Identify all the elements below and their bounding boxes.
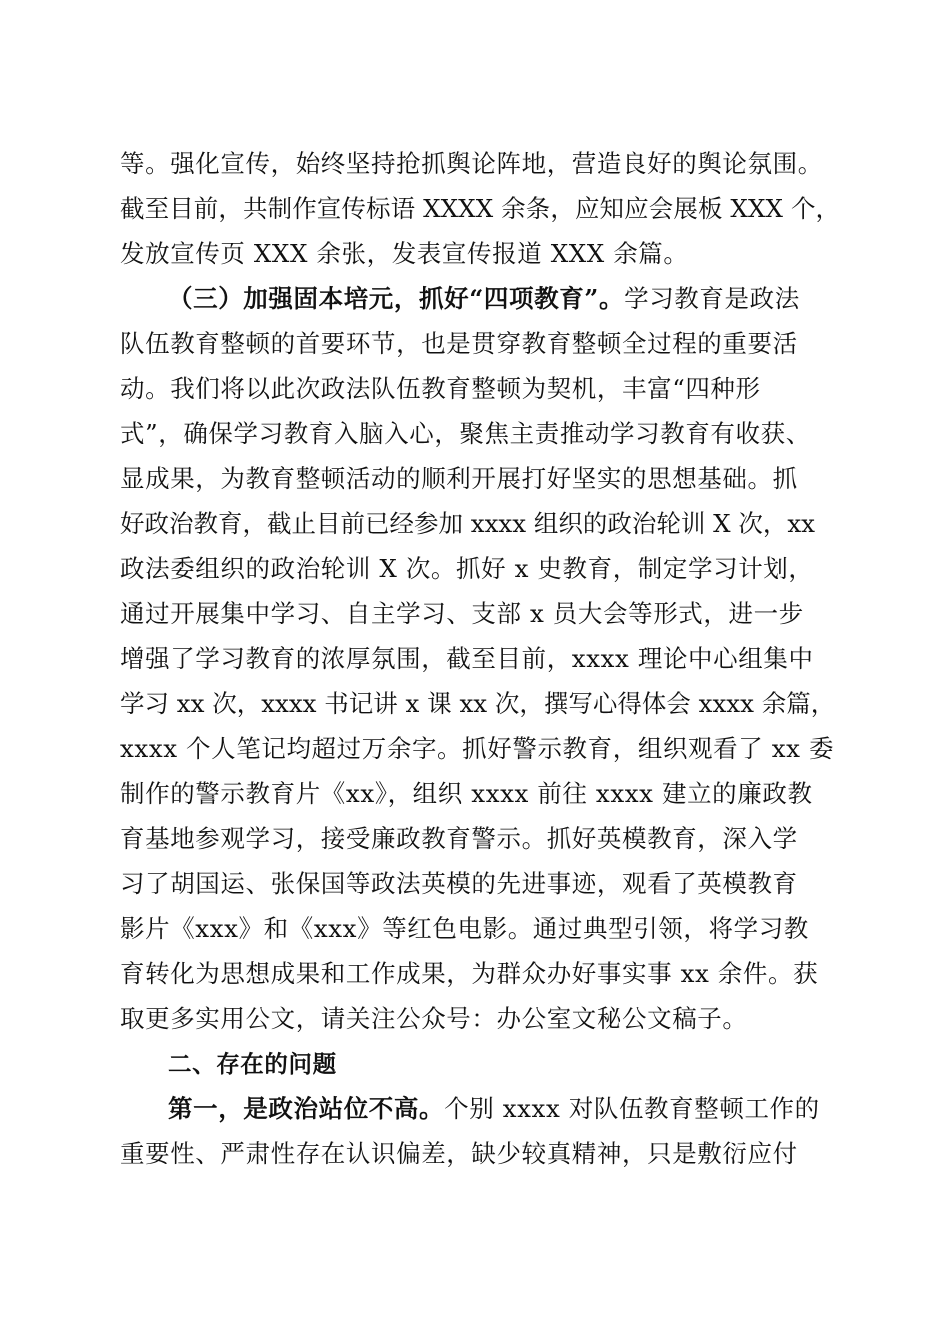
text-line: 式”，确保学习教育入脑入心，聚焦主责推动学习教育有收获、 — [120, 419, 811, 448]
text-line: 政法委组织的政治轮训 X 次。抓好 x 史教育，制定学习计划， — [120, 554, 814, 583]
text-line: xxxx 个人笔记均超过万余字。抓好警示教育，组织观看了 xx 委 — [120, 734, 835, 763]
text-line: 显成果，为教育整顿活动的顺利开展打好坚实的思想基础。抓 — [120, 464, 798, 493]
text-line: 队伍教育整顿的首要环节，也是贯穿教育整顿全过程的重要活 — [120, 329, 798, 358]
text-line: 增强了学习教育的浓厚氛围，截至目前，xxxx 理论中心组集中 — [120, 644, 814, 673]
text-line: 通过开展集中学习、自主学习、支部 x 员大会等形式，进一步 — [120, 599, 804, 628]
text-run: 学习教育是政法 — [624, 284, 800, 313]
point-heading: 第一，是政治站位不高。 — [168, 1094, 445, 1123]
text-line: 取更多实用公文，请关注公众号：办公室文秘公文稿子。 — [120, 1004, 748, 1033]
section-title: 二、存在的问题 — [168, 1050, 337, 1078]
text-line: 好政治教育，截止目前已经参加 xxxx 组织的政治轮训 X 次，xx — [120, 509, 815, 538]
text-line: 习了胡国运、张保国等政法英模的先进事迹，观看了英模教育 — [120, 869, 798, 898]
text-line: 制作的警示教育片《xx》，组织 xxxx 前往 xxxx 建立的廉政教 — [120, 779, 813, 808]
text-line: 动。我们将以此次政法队伍教育整顿为契机，丰富“四种形 — [120, 374, 761, 403]
text-run: 个别 xxxx 对队伍教育整顿工作的 — [444, 1094, 820, 1123]
paragraph-first-line — [168, 281, 840, 317]
subsection-heading: （三）加强固本培元，抓好“四项教育”。 — [168, 284, 625, 313]
text-line: 发放宣传页 XXX 余张，发表宣传报道 XXX 余篇。 — [120, 239, 689, 268]
text-line: 影片《xxx》和《xxx》等红色电影。通过典型引领，将学习教 — [120, 914, 809, 943]
text-line: 育转化为思想成果和工作成果，为群众办好事实事 xx 余件。获 — [120, 959, 819, 988]
text-line: 等。强化宣传，始终坚持抢抓舆论阵地，营造良好的舆论氛围。 — [120, 149, 823, 178]
text-line: 育基地参观学习，接受廉政教育警示。抓好英模教育，深入学 — [120, 824, 798, 853]
text-line: 学习 xx 次，xxxx 书记讲 x 课 xx 次，撰写心得体会 xxxx 余篇， — [120, 689, 836, 718]
paragraph-first-line — [168, 1091, 840, 1127]
text-line: 重要性、严肃性存在认识偏差，缺少较真精神，只是敷衍应付 — [120, 1139, 798, 1168]
text-line: 截至目前，共制作宣传标语 XXXX 余条，应知应会展板 XXX 个， — [120, 194, 841, 223]
